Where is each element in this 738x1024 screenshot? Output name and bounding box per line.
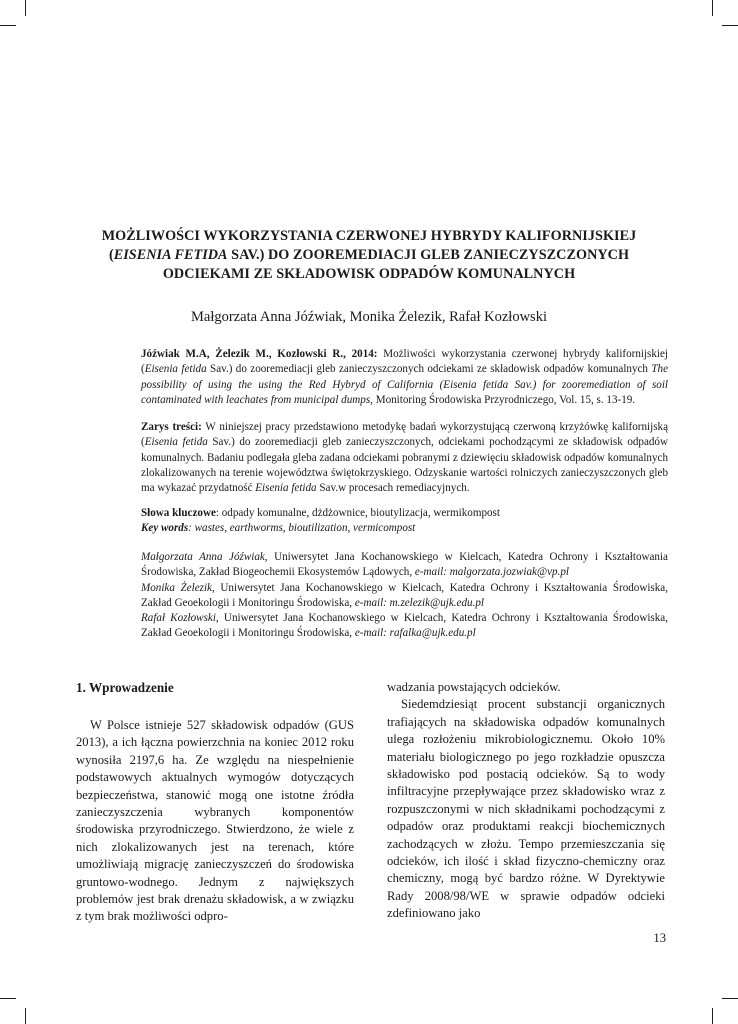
abstract-text-b: Sav.) do zooremediacji gleb zanieczyszczonych, odciekami pochodzącymi ze składowisk odpadów komunalnych. Badaniu podlegała gleba zadana odciekami pobranymi z dziewięciu składowisk odpadów komunalnych zlokalizowanych na terenie województwa świętokrzyskiego. Odzyskanie wartości rolniczych zanieczyszczonych gleb ma wykazać przydatność [141, 436, 668, 495]
abstract-species-2: Eisenia fetida [255, 482, 317, 495]
title-line-2-rest: SAV.) DO ZOOREMEDIACJI GLEB ZANIECZYSZCZONYCH [227, 247, 630, 263]
affiliation-email[interactable]: e-mail: rafalka@ujk.edu.pl [354, 627, 476, 640]
abstract-text-a: W niniejszej pracy przedstawiono metodykę badań wykorzystującą czerwoną krzyżówkę kalifornijską ( [141, 421, 668, 449]
keywords-pl-text: : odpady komunalne, dżdżownice, bioutylizacja, wermikompost [215, 507, 500, 519]
affiliation-email[interactable]: e-mail: malgorzata.jozwiak@vp.pl [414, 566, 570, 579]
title-line-1: MOŻLIWOŚCI WYKORZYSTANIA CZERWONEJ HYBRYDY KALIFORNIJSKIEJ [101, 228, 637, 244]
affiliation-name: Monika Żelezik [141, 581, 212, 594]
citation-source: , Monitoring Środowiska Przyrodniczego, Vol. 15, s. 13-19. [370, 393, 636, 406]
citation-pl-species: Eisenia fetida [144, 363, 207, 376]
column-right [387, 679, 665, 923]
citation-authors-year: Jóźwiak M.A, Żelezik M., Kozłowski R., 2014: [141, 348, 378, 360]
paper-title [60, 227, 678, 284]
title-line-2 [60, 246, 678, 265]
section-heading: 1. Wprowadzenie [76, 680, 174, 695]
title-line-2-species: EISENIA FETIDA [113, 247, 228, 263]
crop-mark-bottom-left-v [25, 1008, 26, 1024]
column-left [76, 679, 354, 926]
page-number: 13 [653, 931, 666, 945]
citation [141, 347, 668, 408]
title-line-2-open: ( [108, 247, 114, 263]
affiliation-institution: , Uniwersytet Jana Kochanowskiego w Kielcach, Katedra Ochrony i Kształtowania Środowiska, Zakład Geoekologii i Monitoringu Środowiska, [141, 612, 668, 640]
abstract-label: Zarys treści: [141, 421, 202, 433]
keywords-pl-label: Słowa kluczowe [141, 507, 216, 519]
affiliation-name: Małgorzata Anna Jóźwiak [141, 551, 265, 563]
citation-pl-title-b: Sav.) do zooremediacji gleb zanieczyszczonych odciekami ze składowisk odpadów komunalnych [206, 363, 652, 376]
crop-mark-top-right-v [712, 0, 713, 16]
crop-mark-bottom-right-v [712, 1008, 713, 1024]
crop-mark-bottom-right-h [722, 998, 738, 999]
crop-mark-top-right-h [722, 25, 738, 26]
affiliation-institution: , Uniwersytet Jana Kochanowskiego w Kielcach, Katedra Ochrony i Kształtowania Środowiska, Zakład Biogeochemii Ekosystemów Lądowych, [141, 551, 668, 579]
crop-mark-top-left-v [25, 0, 26, 16]
affiliation-institution: , Uniwersytet Jana Kochanowskiego w Kielcach, Katedra Ochrony i Kształtowania Środowiska, Zakład Geoekologii i Monitoringu Środowiska, [141, 581, 668, 609]
abstract-text-c: Sav.w procesach remediacyjnych. [316, 482, 470, 495]
citation-en-title: The possibility of using the using the Red Hybryd of California (Eisenia fetida Sav.) for zooremediation of soil contaminated with leachates from municipal dumps [141, 363, 668, 406]
title-line-3: ODCIEKAMI ZE SKŁADOWISK ODPADÓW KOMUNALNYCH [162, 266, 576, 282]
crop-mark-top-left-h [0, 25, 16, 26]
intro-paragraph-2: Siedemdziesiąt procent substancji organicznych trafiających na składowiska odpadów komunalnych ulega rozłożeniu mikrobiologicznemu. Około 10% materiału biologicznego po jego rozkładzie opuszcza składowisko pod postacią odcieków. Są to wody infiltracyjne przepływające przez składowisko wraz z rozpuszczonymi w nich składnikami pochodzącymi z odpadów oraz produktami reakcji biochemicznych zachodzących w złożu. Tempo przemieszczania się odcieków, ich ilość i skład fizyczno-chemiczny oraz chemiczny, mogą być bardzo różne. W Dyrektywie Rady 2008/98/WE w sprawie odpadów odcieki zdefiniowano jako [387, 697, 665, 921]
keywords-en-text: : wastes, earthworms, bioutilization, vermicompost [188, 522, 416, 535]
affiliation-3 [141, 611, 668, 642]
author-list: Małgorzata Anna Jóźwiak, Monika Żelezik, Rafał Kozłowski [191, 309, 547, 325]
affiliation-name: Rafał Kozłowski [141, 612, 216, 625]
affiliation-email[interactable]: e-mail: m.zelezik@ujk.edu.pl [354, 596, 484, 609]
keywords-pl [141, 506, 668, 521]
keywords-en-label: Key words [141, 522, 189, 535]
keywords-en [141, 521, 668, 536]
abstract-species: Eisenia fetida [144, 436, 208, 449]
crop-mark-bottom-left-h [0, 998, 16, 999]
affiliation-2 [141, 581, 668, 612]
intro-paragraph-1-part-1: W Polsce istnieje 527 składowisk odpadów (GUS 2013), a ich łączna powierzchnia na koniec 2012 roku wynosiła 2197,6 ha. Ze względu na niespełnienie podstawowych aktualnych wymogów dotyczących bezpieczeństwa, stanowić mogą one istotne źródła zanieczyszczenia wybranych komponentów środowiska przyrodniczego. Stwierdzono, że wiele z nich zlokalizowanych jest na terenach, które umożliwiają migrację zanieczyszczeń do środowiska gruntowo-wodnego. Jednym z największych problemów jest brak drenażu składowisk, a w związku z tym brak możliwości odpro- [76, 718, 354, 924]
intro-paragraph-1-part-2: wadzania powstających odcieków. [387, 680, 561, 694]
affiliation-1 [141, 550, 668, 581]
citation-pl-title-a: Możliwości wykorzystania czerwonej hybrydy kalifornijskiej ( [141, 348, 668, 376]
keywords [141, 506, 668, 537]
abstract [141, 420, 668, 496]
affiliations [141, 550, 668, 642]
